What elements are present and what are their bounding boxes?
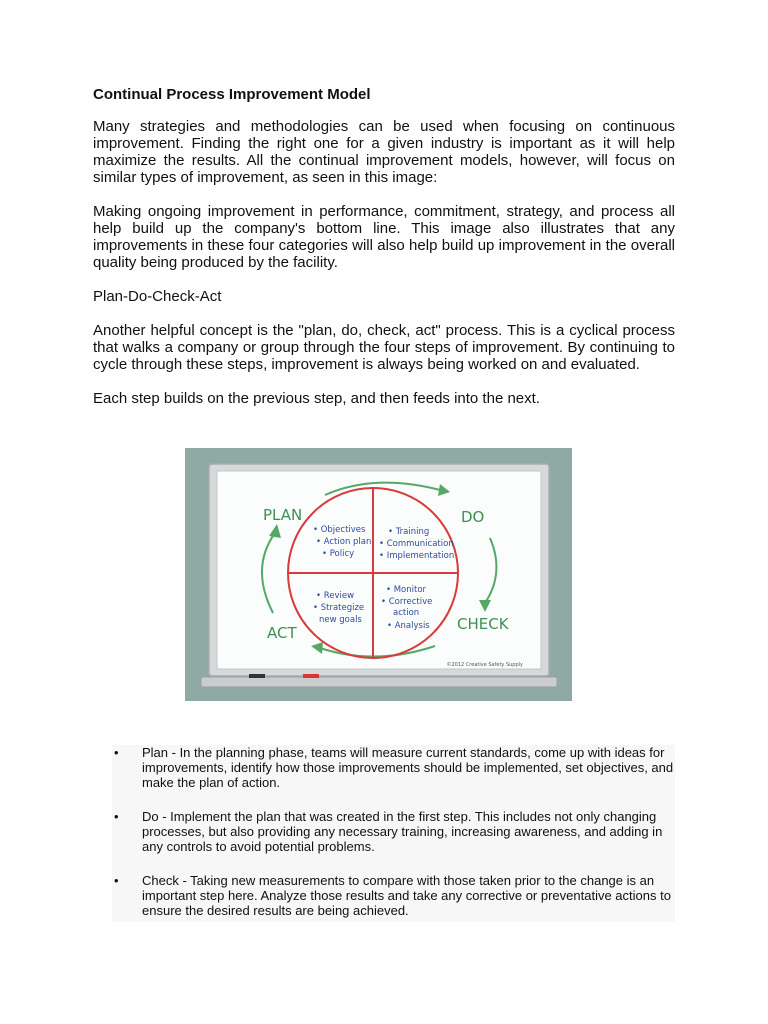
do-item-3: • Implementation bbox=[379, 551, 455, 561]
pdca-diagram bbox=[185, 448, 572, 701]
bullet-marker: • bbox=[114, 745, 119, 760]
bullet-text-do: Do - Implement the plan that was created in the first step. This includes not only changing processes, but also providing any necessary training, increasing awareness, and adding in any controls to avoid potential problems. bbox=[142, 809, 663, 854]
pdca-whiteboard-figure bbox=[185, 448, 572, 701]
check-item-2: • Corrective bbox=[381, 597, 433, 607]
list-item bbox=[112, 809, 675, 873]
act-item-1: • Review bbox=[316, 591, 355, 601]
paragraph-intro: Many strategies and methodologies can be used when focusing on continuous improvement. Finding the right one for a given industry is important as it will help maximize the results. All the continual improvement models, however, will focus on similar types of improvement, as seen in this image: bbox=[93, 118, 675, 186]
bullet-text-check: Check - Taking new measurements to compare with those taken prior to the change is an important step here. Analyze those results and take any corrective or preventative actions to ensure the desired results are being achieved. bbox=[142, 873, 671, 918]
do-item-2: • Communication bbox=[379, 539, 454, 549]
marker-tray bbox=[201, 677, 557, 687]
paragraph-each-step: Each step builds on the previous step, and then feeds into the next. bbox=[93, 390, 540, 407]
document-body bbox=[93, 86, 675, 424]
pdca-bullet-list bbox=[112, 745, 675, 922]
label-do: DO bbox=[461, 508, 485, 526]
act-item-2: • Strategize bbox=[313, 603, 365, 613]
marker-red bbox=[303, 674, 319, 678]
list-item bbox=[112, 745, 675, 809]
bullet-marker: • bbox=[114, 809, 119, 824]
bullet-text-plan: Plan - In the planning phase, teams will measure current standards, come up with ideas for improvements, identify how those improvements should be implemented, set objectives, and make the plan of action. bbox=[142, 745, 674, 790]
check-item-4: • Analysis bbox=[387, 621, 430, 631]
section-heading-pdca: Plan-Do-Check-Act bbox=[93, 288, 222, 305]
act-item-3: new goals bbox=[319, 615, 362, 625]
label-act: ACT bbox=[267, 624, 297, 642]
label-check: CHECK bbox=[457, 615, 509, 633]
paragraph-pdca-concept: Another helpful concept is the "plan, do, check, act" process. This is a cyclical process that walks a company or group through the four steps of improvement. By continuing to cycle through these steps, improvement is always being worked on and evaluated. bbox=[93, 322, 675, 373]
do-item-1: • Training bbox=[388, 527, 430, 537]
bullet-marker: • bbox=[114, 873, 119, 888]
plan-item-1: • Objectives bbox=[313, 525, 366, 535]
list-item bbox=[112, 873, 675, 922]
check-item-3: action bbox=[393, 608, 420, 618]
label-plan: PLAN bbox=[263, 506, 303, 524]
marker-black bbox=[249, 674, 265, 678]
check-item-1: • Monitor bbox=[386, 585, 427, 595]
copyright-text: ©2012 Creative Safety Supply bbox=[446, 662, 523, 668]
plan-item-2: • Action plan bbox=[316, 537, 372, 547]
whiteboard-surface bbox=[217, 471, 541, 669]
plan-item-3: • Policy bbox=[322, 549, 355, 559]
paragraph-ongoing-improvement: Making ongoing improvement in performance, commitment, strategy, and process all help build up the company's bottom line. This image also illustrates that any improvements in these four categories will also help build up improvement in the overall quality being produced by the facility. bbox=[93, 203, 675, 271]
document-title: Continual Process Improvement Model bbox=[93, 86, 371, 103]
